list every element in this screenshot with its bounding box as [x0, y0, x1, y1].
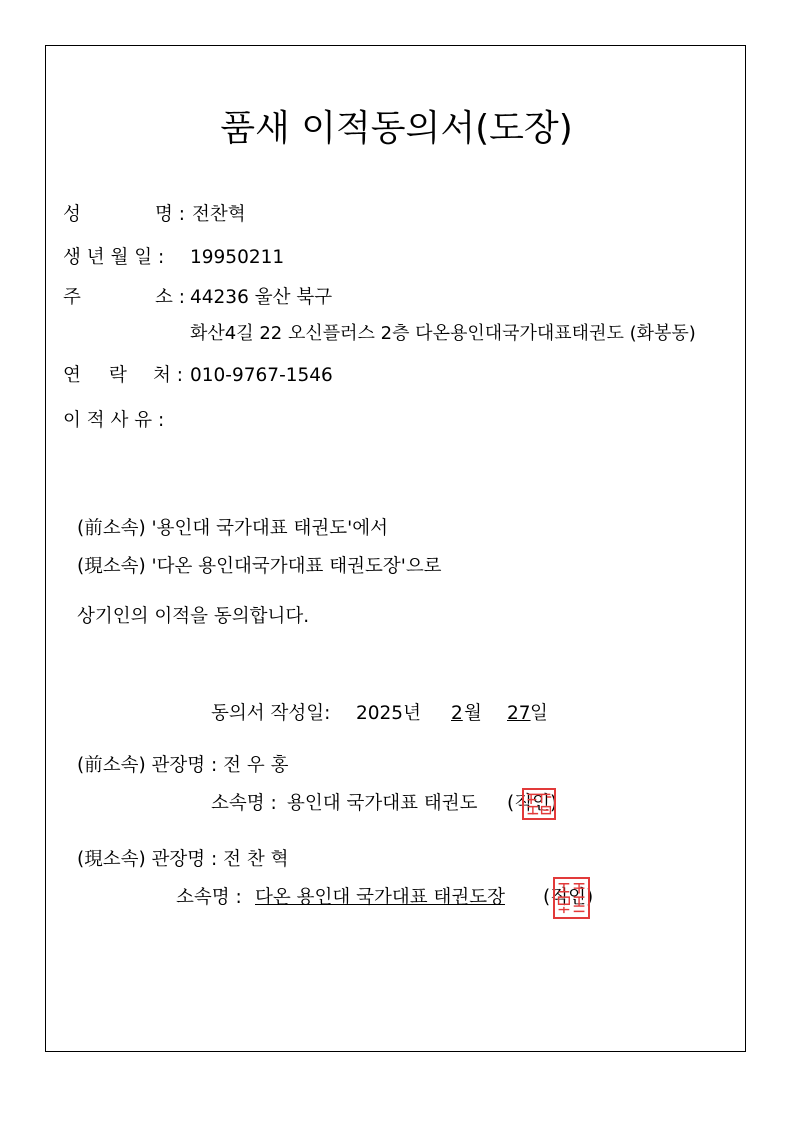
current-affiliation-value: 다온 용인대 국가대표 태권도장 [255, 887, 505, 908]
date-label: 동의서 작성일: [211, 703, 331, 724]
name-label-end: 명 : [155, 204, 185, 225]
previous-official-seal [522, 788, 556, 820]
seal-stamp-icon [555, 879, 588, 917]
contact-label-end: 처 : [153, 365, 183, 386]
previous-affiliation-label: 소속명 : [211, 793, 277, 814]
address-label-end: 소 : [155, 287, 185, 308]
contact-label-mid: 락 [109, 365, 127, 386]
seal-stamp-icon [524, 790, 554, 818]
date-month: 2 [451, 703, 463, 724]
date-day: 27 [507, 703, 531, 724]
date-month-unit: 월 [464, 703, 482, 724]
current-official-seal [553, 877, 590, 919]
previous-affiliation-value: 용인대 국가대표 태권도 [287, 793, 478, 814]
previous-affiliation-line: (前소속) '용인대 국가대표 태권도'에서 [77, 518, 388, 539]
date-day-unit: 일 [530, 703, 548, 724]
contact-value: 010-9767-1546 [190, 365, 333, 386]
name-label: 성 [63, 204, 81, 225]
address-line-1: 44236 울산 북구 [190, 287, 333, 308]
current-affiliation-line: (現소속) '다온 용인대국가대표 태권도장'으로 [77, 556, 442, 577]
contact-label: 연 [63, 365, 81, 386]
previous-director-line: (前소속) 관장명 : 전 우 홍 [77, 755, 289, 776]
document-title: 품새 이적동의서(도장) [220, 108, 573, 149]
birth-label: 생 년 월 일 : [63, 247, 165, 268]
current-affiliation-label: 소속명 : [176, 887, 242, 908]
current-seal-label: (직인) [543, 887, 594, 908]
name-value: 전찬혁 [192, 204, 246, 225]
current-director-line: (現소속) 관장명 : 전 찬 혁 [77, 849, 289, 870]
consent-statement: 상기인의 이적을 동의합니다. [77, 606, 310, 627]
reason-label: 이 적 사 유 : [63, 410, 165, 431]
address-line-2: 화산4길 22 오신플러스 2층 다온용인대국가대표태권도 (화봉동) [190, 323, 696, 344]
address-label: 주 [63, 287, 81, 308]
birth-value: 19950211 [190, 247, 285, 268]
previous-seal-label: (직인) [507, 793, 558, 814]
date-year: 2025년 [356, 703, 421, 724]
